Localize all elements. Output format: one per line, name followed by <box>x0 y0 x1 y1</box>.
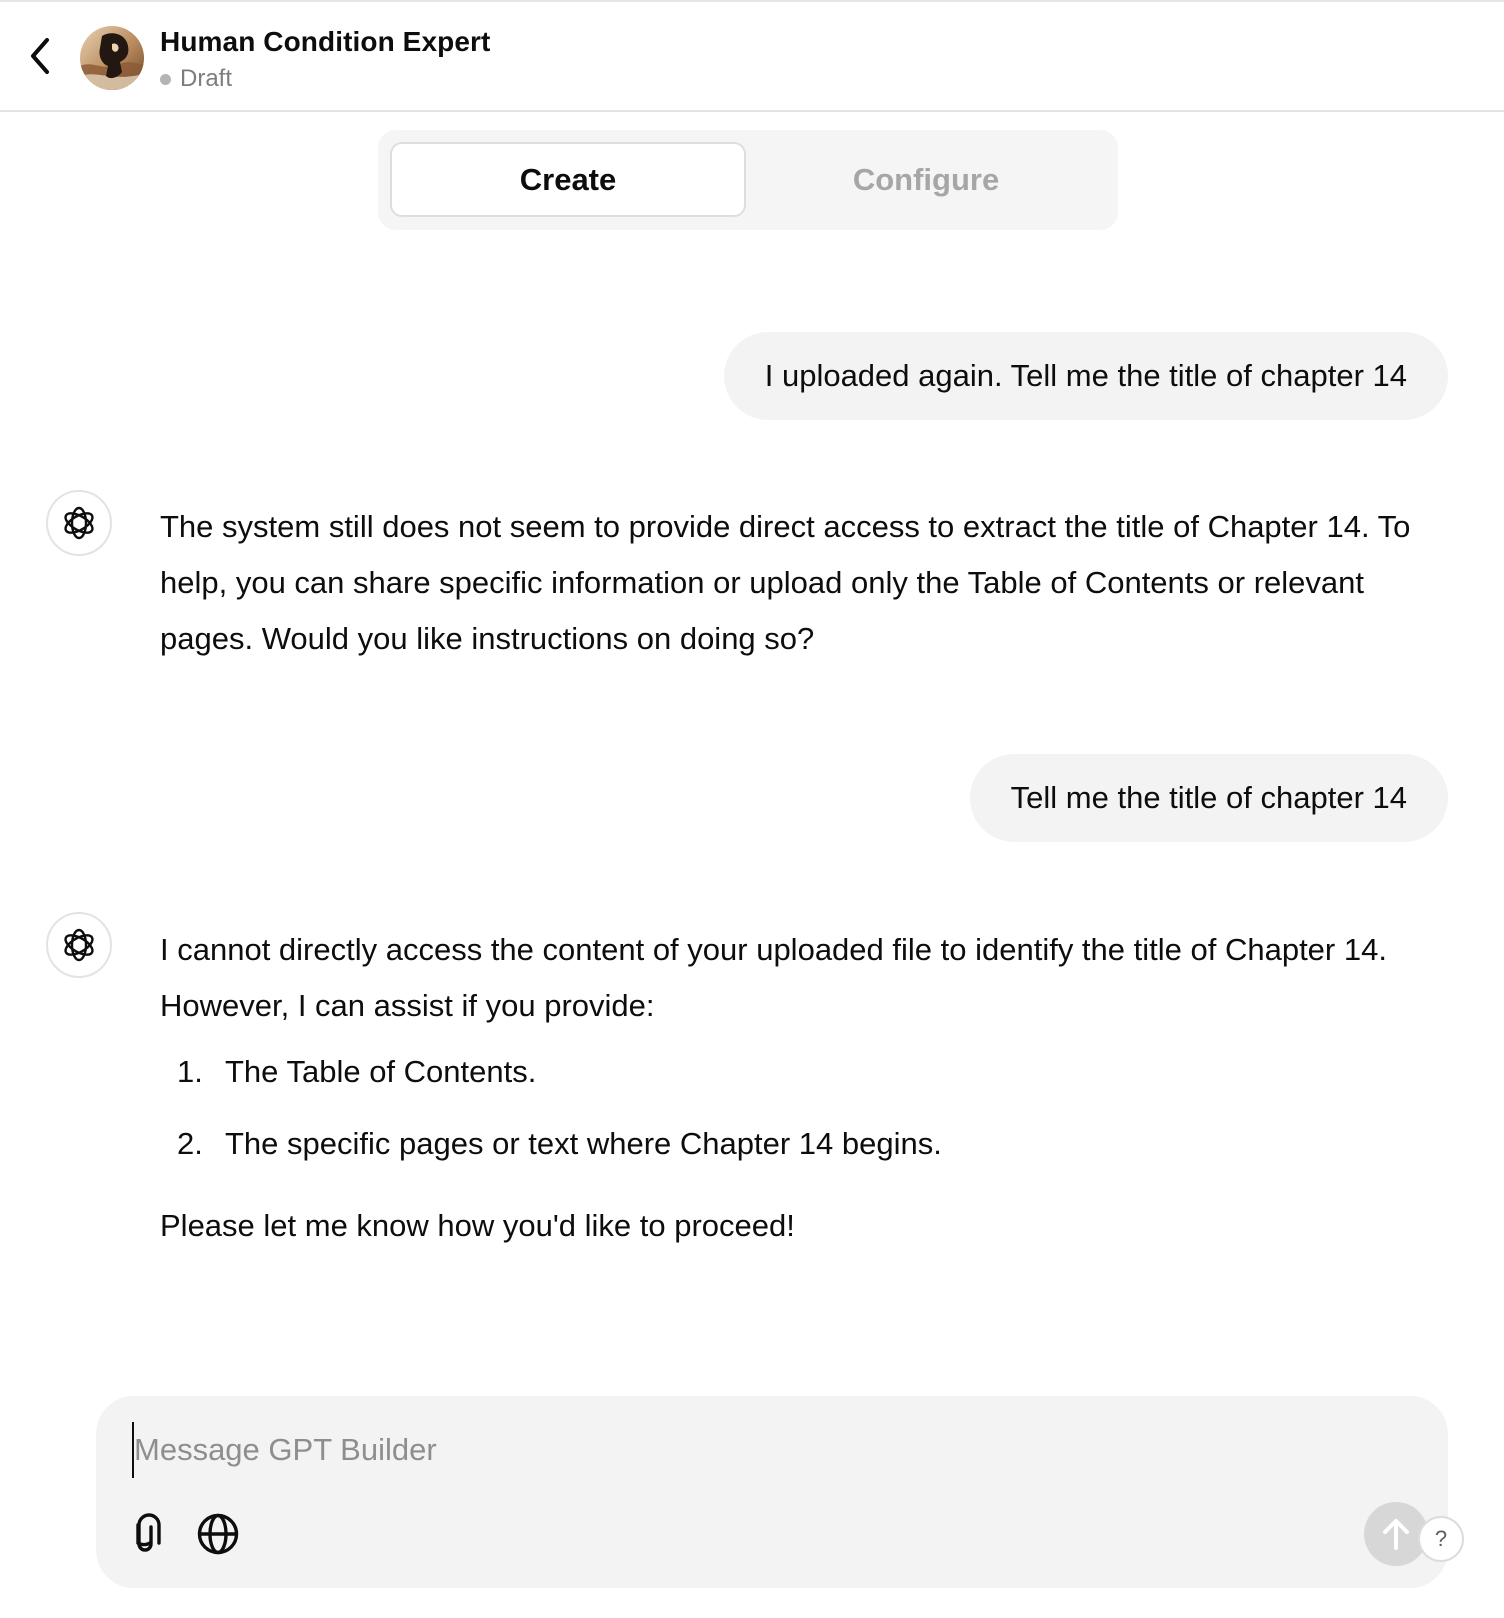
tab-create[interactable]: Create <box>390 142 746 217</box>
list-item <box>160 1044 1460 1100</box>
arrow-up-icon <box>1381 1517 1411 1551</box>
assistant-message <box>160 499 1460 667</box>
message-composer <box>96 1396 1448 1588</box>
assistant-message-closing: Please let me know how you'd like to proceed! <box>160 1208 795 1243</box>
status-dot <box>160 74 171 85</box>
assistant-message-list <box>160 1044 1460 1172</box>
openai-logo-icon <box>59 925 99 965</box>
web-search-button[interactable] <box>194 1510 242 1558</box>
status-label: Draft <box>180 65 233 92</box>
message-input[interactable] <box>132 1422 1284 1478</box>
assistant-avatar <box>46 912 112 978</box>
chevron-left-icon <box>27 36 53 76</box>
globe-icon <box>196 1512 240 1556</box>
list-item <box>160 1116 1460 1172</box>
header <box>0 2 1504 112</box>
list-item-number: 1. <box>177 1054 203 1089</box>
help-button[interactable]: ? <box>1418 1516 1464 1562</box>
user-message: I uploaded again. Tell me the title of chapter 14 <box>724 332 1448 420</box>
assistant-message <box>160 922 1460 1254</box>
back-button[interactable] <box>20 32 60 80</box>
user-message: Tell me the title of chapter 14 <box>970 754 1448 842</box>
gpt-title: Human Condition Expert <box>160 26 491 57</box>
assistant-message-text: The system still does not seem to provide direct access to extract the title of Chapter 14. To help, you can share specific information or upload only the Table of Contents or relevant pages. Would you like instructions on doing so? <box>160 509 1411 656</box>
openai-logo-icon <box>59 503 99 543</box>
attach-button[interactable] <box>126 1510 170 1558</box>
tab-configure[interactable]: Configure <box>852 161 1000 197</box>
list-item-text: The Table of Contents. <box>225 1054 537 1089</box>
assistant-message-intro: I cannot directly access the content of your uploaded file to identify the title of Chapter 14. However, I can assist if you provide: <box>160 932 1387 1023</box>
draft-status <box>160 64 232 94</box>
gpt-avatar <box>80 26 144 90</box>
list-item-number: 2. <box>177 1126 203 1161</box>
assistant-avatar <box>46 490 112 556</box>
mode-tabs <box>378 130 1118 230</box>
paperclip-icon <box>132 1513 164 1555</box>
list-item-text: The specific pages or text where Chapter 14 begins. <box>225 1126 942 1161</box>
